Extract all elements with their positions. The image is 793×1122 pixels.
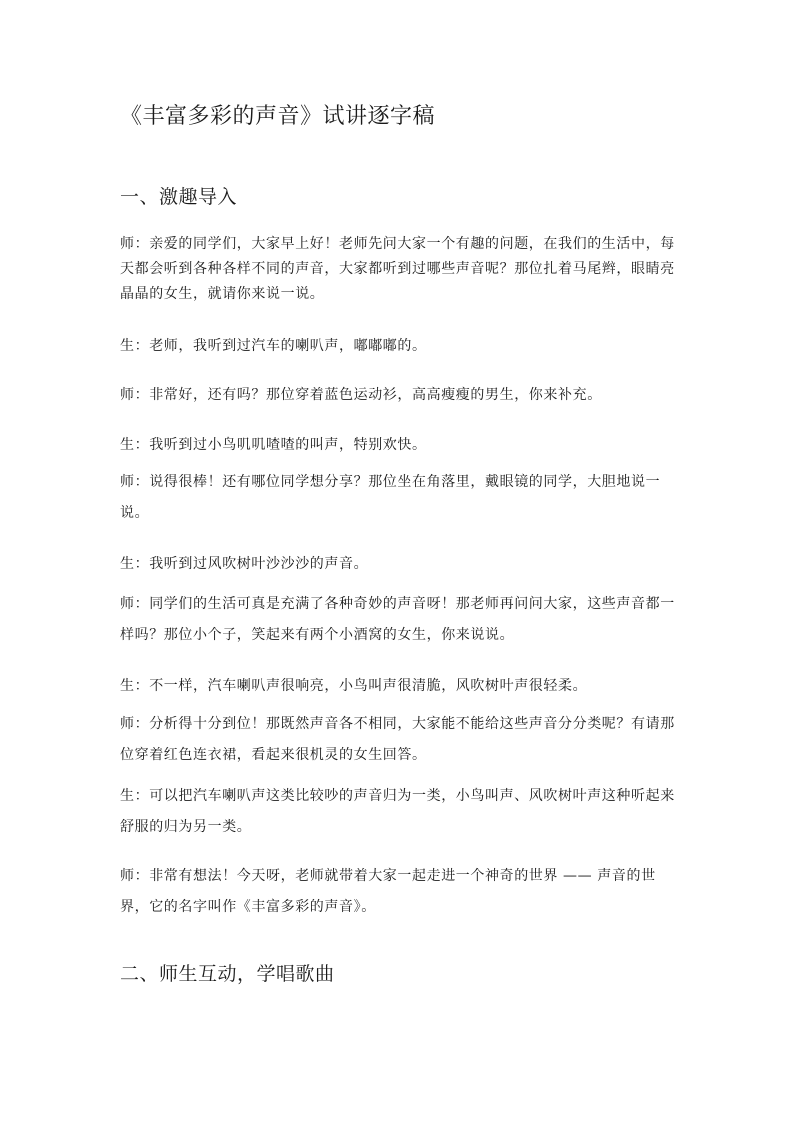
section-heading-1: 一、激趣导入: [120, 186, 238, 208]
paragraph-6: 生：我听到过风吹树叶沙沙沙的声音。: [120, 556, 369, 572]
paragraph-10: 生：可以把汽车喇叭声这类比较吵的声音归为一类，小鸟叫声、风吹树叶声这种听起来舒服的归为另一类。: [120, 788, 675, 835]
paragraph-4: 生：我听到过小鸟叽叽喳喳的叫声，特别欢快。: [120, 437, 427, 453]
paragraph-11: 师：非常有想法！今天呀，老师就带着大家一起走进一个神奇的世界 —— 声音的世界，它的名字叫作《丰富多彩的声音》。: [120, 868, 656, 915]
paragraph-3: 师：非常好，还有吗？那位穿着蓝色运动衫，高高瘦瘦的男生，你来补充。: [120, 387, 602, 403]
paragraph-8: 生：不一样，汽车喇叭声很响亮，小鸟叫声很清脆，风吹树叶声很轻柔。: [120, 678, 588, 694]
paragraph-1: 师：亲爱的同学们，大家早上好！老师先问大家一个有趣的问题，在我们的生活中，每天都会听到各种各样不同的声音，大家都听到过哪些声音呢？那位扎着马尾辫，眼睛亮晶晶的女生，就请你来说一说。: [120, 236, 675, 302]
paragraph-2: 生：老师，我听到过汽车的喇叭声，嘟嘟嘟的。: [120, 338, 427, 354]
document-title: 《丰富多彩的声音》试讲逐字稿: [120, 104, 436, 129]
paragraph-5: 师：说得很棒！还有哪位同学想分享？那位坐在角落里，戴眼镜的同学，大胆地说一说。: [120, 474, 661, 521]
section-heading-2: 二、师生互动，学唱歌曲: [120, 963, 335, 985]
paragraph-7: 师：同学们的生活可真是充满了各种奇妙的声音呀！那老师再问问大家，这些声音都一样吗？那位小个子，笑起来有两个小酒窝的女生，你来说说。: [120, 596, 675, 643]
paragraph-9: 师：分析得十分到位！那既然声音各不相同，大家能不能给这些声音分分类呢？有请那位穿着红色连衣裙，看起来很机灵的女生回答。: [120, 716, 675, 763]
